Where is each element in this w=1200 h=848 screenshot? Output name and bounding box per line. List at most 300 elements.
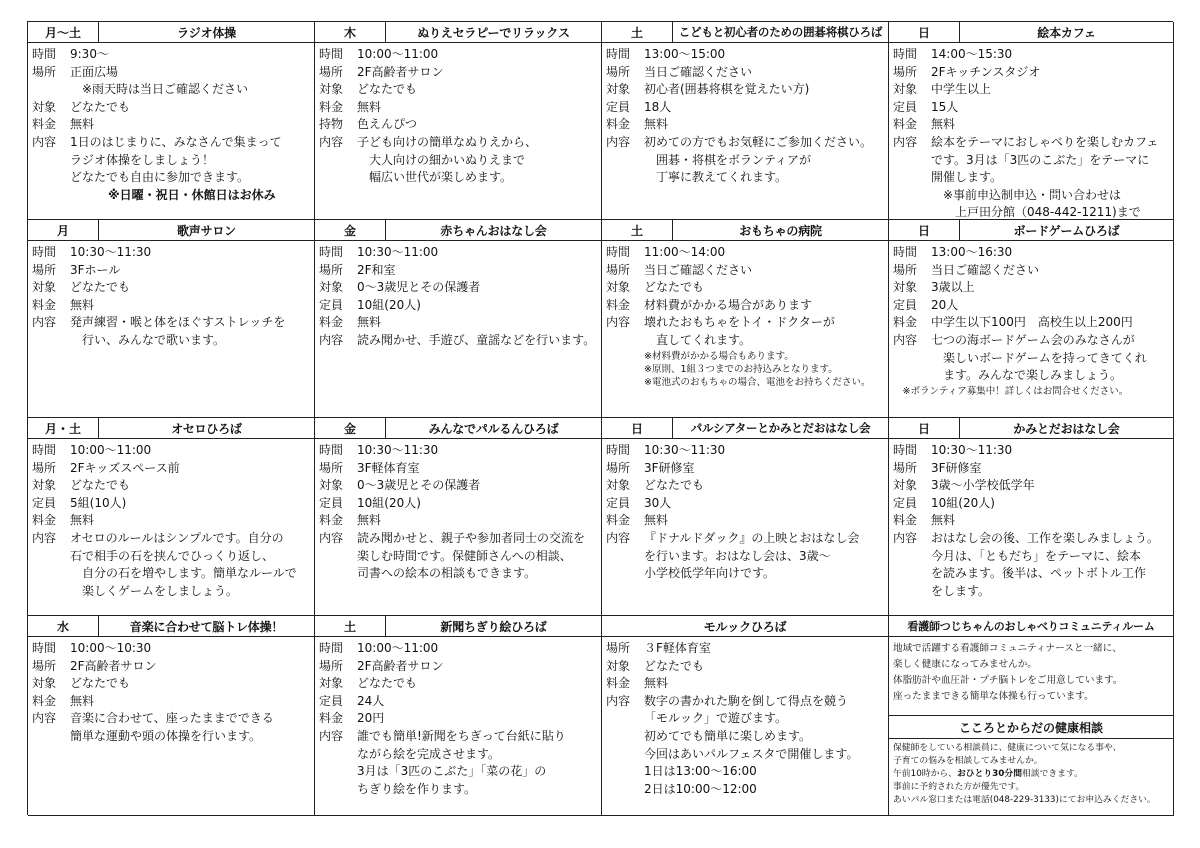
- info-label: 時間: [319, 245, 344, 259]
- info-label: 定員: [893, 495, 918, 510]
- info-value: 20円: [357, 711, 385, 726]
- event-body: [602, 439, 888, 583]
- event-cell: [889, 220, 1174, 418]
- info-row: [893, 495, 1170, 513]
- info-label: 料金: [893, 117, 918, 132]
- info-label: 料金: [319, 513, 344, 528]
- info-row: [606, 477, 885, 495]
- event-header: [28, 418, 314, 439]
- info-row: [893, 332, 1170, 385]
- event-header: [602, 616, 888, 637]
- info-row: [893, 442, 1170, 460]
- info-label: 対象: [893, 478, 918, 493]
- info-value: 無料: [931, 117, 956, 132]
- info-label: 対象: [606, 478, 631, 493]
- info-value: どなたでも: [70, 676, 131, 691]
- info-value: 10:30〜11:30: [644, 443, 726, 457]
- event-cell: [28, 220, 315, 418]
- community-title: 看護師つじちゃんのおしゃべりコミュニティルーム: [907, 620, 1155, 633]
- event-cell: [28, 22, 315, 220]
- event-cell: [315, 616, 602, 816]
- info-row: [606, 64, 885, 82]
- info-row: [606, 658, 885, 676]
- info-row: [319, 332, 598, 350]
- info-row: [606, 442, 885, 460]
- info-label: 料金: [606, 513, 631, 528]
- event-title: オセロひろば: [171, 421, 242, 436]
- event-cell: [315, 22, 602, 220]
- info-row: [319, 477, 598, 495]
- info-label: 場所: [32, 64, 57, 79]
- info-row: [32, 640, 311, 658]
- info-row: [32, 262, 311, 280]
- info-value: 読み聞かせ、手遊び、童謡などを行います。: [357, 332, 596, 347]
- info-value: 2Fキッズスペース前: [70, 460, 180, 475]
- info-row: [32, 46, 311, 64]
- info-value: どなたでも: [70, 99, 131, 114]
- info-value: 無料: [644, 117, 669, 132]
- event-header: [602, 220, 888, 241]
- event-title: ラジオ体操: [176, 25, 236, 40]
- info-row: [32, 460, 311, 478]
- info-row: [319, 728, 598, 798]
- info-row: [32, 116, 311, 134]
- event-header: [315, 418, 601, 439]
- info-value: 無料: [644, 513, 669, 528]
- info-label: 場所: [893, 64, 918, 79]
- info-label: 内容: [32, 134, 57, 149]
- event-title: 赤ちゃんおはなし会: [440, 223, 547, 238]
- info-row: [319, 244, 598, 262]
- info-row: [319, 675, 598, 693]
- info-label: 料金: [32, 513, 57, 528]
- info-label: 対象: [319, 478, 344, 493]
- info-value: 『ドナルドダック』の上映とおはなし会 を行います。おはなし会は、3歳〜 小学校低学年向けです。: [644, 530, 860, 581]
- event-body: [315, 637, 601, 798]
- info-value: 3F研修室: [644, 460, 695, 475]
- info-row: [319, 693, 598, 711]
- info-label: 内容: [319, 530, 344, 545]
- event-cell: [28, 418, 315, 616]
- community-cell: [889, 616, 1174, 816]
- info-row: [319, 530, 598, 583]
- event-cell: [602, 22, 889, 220]
- info-value: 当日ご確認ください: [644, 262, 753, 277]
- event-body: [28, 439, 314, 600]
- info-row: [319, 495, 598, 513]
- info-row: [606, 460, 885, 478]
- info-label: 対象: [606, 280, 631, 295]
- info-row: [893, 46, 1170, 64]
- info-value: 2F高齢者サロン: [70, 658, 157, 673]
- info-value: 壊れたおもちゃをトイ・ドクターが 直してくれます。: [644, 315, 835, 347]
- event-day: 土: [602, 22, 673, 42]
- event-body: [602, 637, 888, 798]
- info-label: 料金: [32, 297, 57, 312]
- info-label: 料金: [319, 711, 344, 726]
- info-value: 24人: [357, 693, 385, 708]
- info-value: オセロのルールはシンプルです。自分の 石で相手の石を挟んでひっくり返し、 自分の石を増やします。簡単なルールで 楽しくゲームをしましょう。: [70, 530, 297, 598]
- info-value: 2F高齢者サロン: [357, 64, 444, 79]
- event-body: [889, 241, 1173, 398]
- consult-text-2: 相談できます。 事前に予約された方が優先です。 あいパル窓口または電話(048-229-3133)にてお申込みください。: [893, 769, 1156, 805]
- notice-text: ※日曜・祝日・休館日はお休み: [108, 187, 276, 202]
- info-label: 場所: [893, 262, 918, 277]
- event-cell: [28, 616, 315, 816]
- info-row: [319, 262, 598, 280]
- event-title: 新聞ちぎり絵ひろば: [440, 619, 547, 634]
- info-value: 10組(20人): [357, 495, 421, 510]
- info-row: [606, 279, 885, 297]
- info-row: [319, 442, 598, 460]
- info-value: どなたでも: [70, 280, 131, 295]
- info-label: 料金: [606, 676, 631, 691]
- info-label: 対象: [606, 82, 631, 97]
- info-row: [893, 116, 1170, 134]
- event-body: [602, 241, 888, 389]
- info-value: 10:00〜10:30: [70, 641, 152, 655]
- event-title: かみとだおはなし会: [1013, 421, 1120, 436]
- info-label: 定員: [319, 495, 344, 510]
- event-day: 月・土: [28, 418, 99, 438]
- info-row: [893, 244, 1170, 262]
- event-header: [889, 22, 1173, 43]
- info-label: 場所: [319, 64, 344, 79]
- event-body: [315, 241, 601, 350]
- info-row: [319, 297, 598, 315]
- info-row: [606, 46, 885, 64]
- info-label: 料金: [319, 99, 344, 114]
- info-label: 時間: [32, 641, 57, 655]
- info-label: 内容: [606, 315, 631, 330]
- info-label: 時間: [319, 47, 344, 61]
- info-label: 時間: [319, 641, 344, 655]
- info-value: 材料費がかかる場合があります: [644, 297, 813, 312]
- info-label: 内容: [319, 728, 344, 743]
- info-label: 内容: [319, 332, 344, 347]
- event-header: [889, 418, 1173, 439]
- info-row: [319, 279, 598, 297]
- info-value: 当日ご確認ください: [931, 262, 1040, 277]
- info-value: おはなし会の後、工作を楽しみましょう。 今月は、「ともだち」をテーマに、絵本 を読みます。後半は、ペットボトル工作 をします。: [931, 530, 1160, 598]
- info-value: 10:30〜11:30: [931, 443, 1013, 457]
- info-label: 内容: [893, 530, 918, 545]
- info-value: ３F軽体育室: [644, 641, 711, 655]
- info-label: 料金: [319, 315, 344, 330]
- info-row: [32, 314, 311, 349]
- info-row: [606, 495, 885, 513]
- event-title: パルシアターとかみとだおはなし会: [690, 421, 871, 435]
- info-label: 場所: [32, 460, 57, 475]
- info-value: 七つの海ボードゲーム会のみなさんが 楽しいボードゲームを持ってきてくれ ます。みんなで楽しみましょう。: [931, 332, 1147, 383]
- info-row: [32, 244, 311, 262]
- info-row: [32, 297, 311, 315]
- info-row: [606, 99, 885, 117]
- info-row: [319, 46, 598, 64]
- info-value: 読み聞かせと、親子や参加者同士の交流を 楽しむ時間です。保健師さんへの相談、 司書への絵本の相談もできます。: [357, 530, 586, 581]
- info-row: [893, 262, 1170, 280]
- info-value: 2F高齢者サロン: [357, 658, 444, 673]
- info-value: 当日ご確認ください: [644, 64, 753, 79]
- info-row: [32, 495, 311, 513]
- info-row: [606, 512, 885, 530]
- info-value: 11:00〜14:00: [644, 245, 726, 259]
- info-value: 10組(20人): [357, 297, 421, 312]
- info-label: 料金: [893, 513, 918, 528]
- community-header: [889, 616, 1173, 637]
- info-label: 内容: [32, 530, 57, 545]
- info-value: 絵本をテーマにおしゃべりを楽しむカフェ です。3月は「3匹のこぶた」をテーマに 開催します。 ※事前申込制申込・問い合わせは 上戸田分館（048-442-1211)まで: [931, 134, 1159, 220]
- event-body: [315, 439, 601, 583]
- event-day: 月: [28, 220, 99, 240]
- info-label: 内容: [606, 530, 631, 545]
- event-title: おもちゃの病院: [739, 223, 822, 238]
- event-day: 金: [315, 220, 386, 240]
- info-value: どなたでも: [644, 280, 705, 295]
- info-row: [893, 512, 1170, 530]
- event-title: 音楽に合わせて脳トレ体操！: [129, 619, 284, 634]
- info-value: 音楽に合わせて、座ったままでできる 簡単な運動や頭の体操を行います。: [70, 711, 274, 743]
- info-row: [606, 81, 885, 99]
- info-label: 対象: [319, 676, 344, 691]
- info-label: 定員: [606, 99, 631, 114]
- info-value: どなたでも: [644, 478, 705, 493]
- event-day: 水: [28, 616, 99, 636]
- info-label: 対象: [319, 82, 344, 97]
- info-row: [32, 64, 311, 99]
- info-value: 3歳〜小学校低学年: [931, 478, 1035, 493]
- info-row: [32, 530, 311, 600]
- info-row: [606, 297, 885, 315]
- info-row: [319, 134, 598, 187]
- event-day: 土: [602, 220, 673, 240]
- info-value: 数字の書かれた駒を倒して得点を競う 「モルック」で遊びます。 初めてでも簡単に楽しめます。 今回はあいパルフェスタで開催します。 1日は13:00〜16:00 2日は10:00〜12:00: [644, 693, 859, 796]
- info-value: どなたでも: [644, 658, 705, 673]
- info-value: 3歳以上: [931, 280, 975, 295]
- info-label: 場所: [319, 658, 344, 673]
- info-label: 料金: [606, 117, 631, 132]
- event-cell: [315, 220, 602, 418]
- info-label: 対象: [606, 658, 631, 673]
- info-label: 内容: [32, 315, 57, 330]
- event-header: [28, 220, 314, 241]
- info-row: [32, 279, 311, 297]
- info-value: 9:30〜: [70, 47, 109, 61]
- info-row: [606, 134, 885, 187]
- event-title: モルックひろば: [703, 619, 787, 634]
- consult-bold: おひとり30分間: [956, 769, 1023, 779]
- info-value: 中学生以上: [931, 82, 992, 97]
- info-row: [893, 477, 1170, 495]
- event-header: [602, 418, 888, 439]
- info-label: 内容: [319, 134, 344, 149]
- event-body: [28, 637, 314, 746]
- info-row: [32, 442, 311, 460]
- event-body: [889, 439, 1173, 600]
- info-value: 無料: [357, 315, 382, 330]
- info-value: 18人: [644, 99, 672, 114]
- info-value: 15人: [931, 99, 959, 114]
- info-row: [319, 512, 598, 530]
- info-row: [893, 81, 1170, 99]
- info-label: 内容: [893, 134, 918, 149]
- info-row: [319, 99, 598, 117]
- info-label: 対象: [32, 676, 57, 691]
- event-day: 日: [889, 22, 960, 42]
- info-value: 3F軽体育室: [357, 460, 420, 475]
- info-value: 発声練習・喉と体をほぐすストレッチを 行い、みんなで歌います。: [70, 315, 286, 347]
- info-value: 0〜3歳児とその保護者: [357, 280, 481, 295]
- event-title: ぬりえセラピーでリラックス: [417, 25, 570, 40]
- info-value: 初心者(囲碁将棋を覚えたい方): [644, 82, 810, 97]
- info-row: [893, 460, 1170, 478]
- info-label: 内容: [32, 711, 57, 726]
- info-row: [893, 279, 1170, 297]
- info-row: [893, 530, 1170, 600]
- event-title: 絵本カフェ: [1037, 25, 1096, 40]
- event-title: みんなでパルるんひろば: [428, 421, 559, 436]
- event-header: [315, 22, 601, 43]
- event-day: 日: [889, 220, 960, 240]
- consult-title: こころとからだの健康相談: [889, 715, 1173, 739]
- event-header: [889, 220, 1173, 241]
- schedule-grid: [27, 21, 1173, 815]
- info-label: 定員: [893, 99, 918, 114]
- info-row: [606, 116, 885, 134]
- info-row: [606, 262, 885, 280]
- info-label: 定員: [319, 297, 344, 312]
- info-value: 無料: [70, 297, 95, 312]
- info-row: [606, 530, 885, 583]
- info-label: 場所: [606, 262, 631, 277]
- info-value: 10:00〜11:00: [357, 47, 439, 61]
- info-row: [606, 693, 885, 799]
- event-cell: [889, 22, 1174, 220]
- event-day: 月〜土: [28, 22, 99, 42]
- event-body: [28, 43, 314, 204]
- event-cell: [602, 220, 889, 418]
- info-value: 無料: [931, 513, 956, 528]
- info-label: 料金: [606, 297, 631, 312]
- event-day: 日: [889, 418, 960, 438]
- info-value: 3Fホール: [70, 262, 121, 277]
- event-cell: [889, 418, 1174, 616]
- info-label: 場所: [319, 262, 344, 277]
- info-value: 13:00〜15:00: [644, 47, 726, 61]
- info-label: 時間: [606, 443, 631, 457]
- info-row: [319, 710, 598, 728]
- info-label: 場所: [32, 658, 57, 673]
- event-title: ボードゲームひろば: [1013, 223, 1120, 238]
- info-label: 時間: [32, 245, 57, 259]
- info-row: [319, 81, 598, 99]
- info-row: [32, 512, 311, 530]
- info-label: 時間: [32, 443, 57, 457]
- info-value: 30人: [644, 495, 672, 510]
- event-day: 金: [315, 418, 386, 438]
- info-label: 時間: [606, 245, 631, 259]
- info-label: 時間: [606, 47, 631, 61]
- info-row: [319, 64, 598, 82]
- event-day: 木: [315, 22, 386, 42]
- info-label: 対象: [32, 478, 57, 493]
- info-label: 定員: [606, 495, 631, 510]
- info-label: 時間: [893, 47, 918, 61]
- info-value: 2Fキッチンスタジオ: [931, 64, 1041, 79]
- info-value: 10:00〜11:00: [357, 641, 439, 655]
- info-label: 場所: [893, 460, 918, 475]
- info-value: 正面広場 ※雨天時は当日ご確認ください: [70, 64, 249, 97]
- info-value: 2F和室: [357, 262, 396, 277]
- info-value: 14:00〜15:30: [931, 47, 1013, 61]
- info-row: [319, 640, 598, 658]
- consult-text-1: 保健師をしている相談員に、健康について気になる事や、 子育ての悩みを相談してみませんか。 午前10時から、: [893, 743, 1122, 779]
- info-row: [893, 297, 1170, 315]
- info-value: 0〜3歳児とその保護者: [357, 478, 481, 493]
- event-header: [315, 616, 601, 637]
- info-label: 内容: [606, 693, 631, 708]
- info-row: [606, 244, 885, 262]
- note-text: ※ボランティア募集中！詳しくはお問合せください。: [893, 385, 1129, 397]
- info-row: [32, 675, 311, 693]
- info-value: 10:00〜11:00: [70, 443, 152, 457]
- info-row: [32, 658, 311, 676]
- info-label: 料金: [32, 117, 57, 132]
- info-value: 無料: [70, 513, 95, 528]
- info-value: どなたでも: [357, 676, 418, 691]
- info-label: 対象: [32, 280, 57, 295]
- info-row: [893, 134, 1170, 220]
- info-value: 色えんぴつ: [357, 117, 418, 132]
- community-text: 地域で活躍する看護師コミュニティナースと一緒に、 楽しく健康になってみませんか。 体脂肪計や血圧計・プチ脳トレをご用意しています。 座ったままできる簡単な体操も行っています。: [893, 643, 1123, 702]
- info-label: 場所: [606, 64, 631, 79]
- info-value: 20人: [931, 297, 959, 312]
- note-text: ※材料費がかかる場合もあります。 ※原則、1組３つまでのお持込みとなります。 ※電池式のおもちゃの場合、電池をお持ちください。: [644, 350, 871, 388]
- info-value: 無料: [357, 513, 382, 528]
- event-cell: [315, 418, 602, 616]
- event-title: 歌声サロン: [176, 223, 236, 238]
- info-label: 料金: [893, 315, 918, 330]
- info-row: [319, 658, 598, 676]
- info-label: 場所: [606, 641, 631, 655]
- event-header: [28, 616, 314, 637]
- info-label: 料金: [32, 693, 57, 708]
- info-label: 時間: [319, 443, 344, 457]
- info-value: 10組(20人): [931, 495, 995, 510]
- info-label: 時間: [32, 47, 57, 61]
- info-label: 対象: [319, 280, 344, 295]
- info-label: 時間: [893, 443, 918, 457]
- event-cell: [602, 418, 889, 616]
- info-label: 定員: [319, 693, 344, 708]
- info-row: [606, 640, 885, 658]
- info-row: [893, 64, 1170, 82]
- info-value: 1日のはじまりに、みなさんで集まって ラジオ体操をしましょう！ どなたでも自由に参加できます。: [70, 134, 282, 185]
- info-row: [32, 134, 311, 187]
- info-row: [319, 116, 598, 134]
- info-row: [32, 693, 311, 711]
- info-row: [32, 99, 311, 117]
- info-label: 場所: [32, 262, 57, 277]
- info-value: どなたでも: [357, 82, 418, 97]
- info-label: 定員: [32, 495, 57, 510]
- info-label: 場所: [606, 460, 631, 475]
- info-value: 誰でも簡単!新聞をちぎって台紙に貼り ながら絵を完成させます。 3月は「3匹のこぶた」「菜の花」の ちぎり絵を作ります。: [357, 728, 566, 796]
- event-day: 土: [315, 616, 386, 636]
- info-value: どなたでも: [70, 478, 131, 493]
- info-label: 定員: [893, 297, 918, 312]
- info-row: [319, 460, 598, 478]
